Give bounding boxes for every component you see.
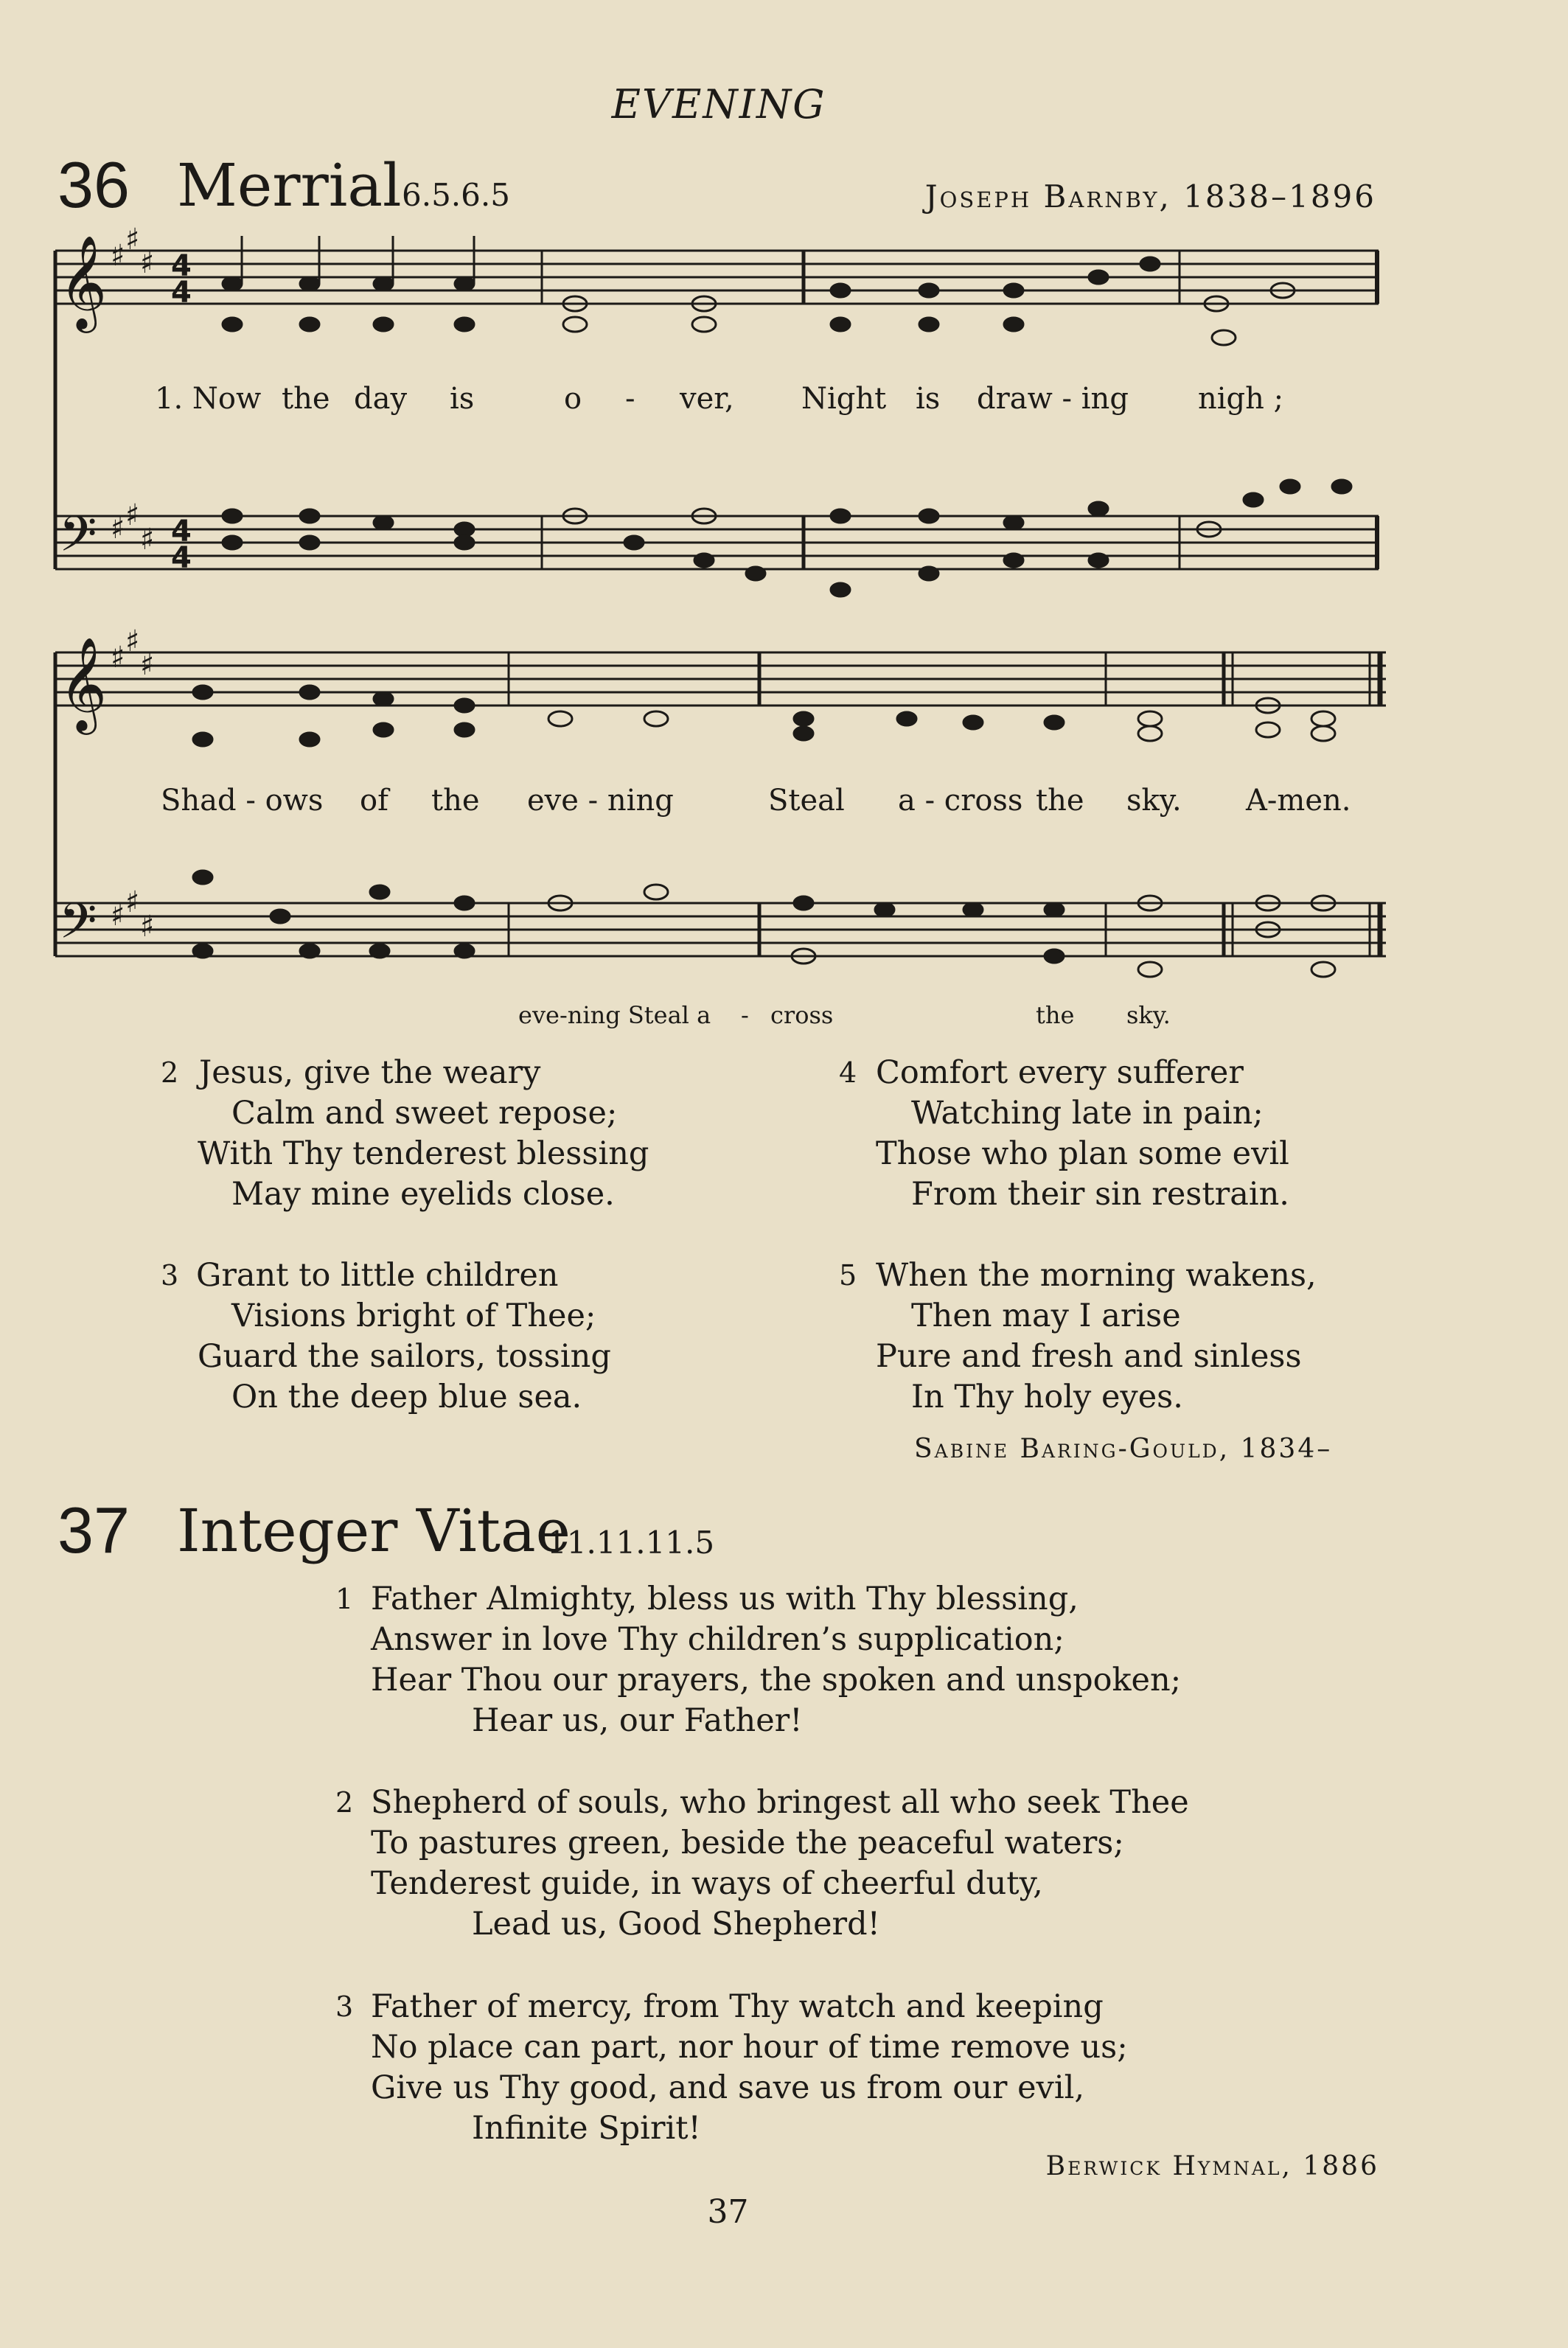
stanza-line: Father Almighty, bless us with Thy blessing, <box>371 1581 1079 1617</box>
lyric-syllable: of <box>360 784 388 818</box>
bass-lyric: cross <box>770 1001 834 1029</box>
hymn-37-stanza-3 <box>335 1987 1367 2149</box>
lyric-syllable: Steal <box>768 784 845 818</box>
hymn-37-stanza-1 <box>335 1579 1367 1741</box>
svg-text:♯: ♯ <box>125 498 140 532</box>
lyric-syllable: is <box>916 382 941 416</box>
lyric-syllable: - <box>625 382 635 416</box>
stanza-line: Lead us, Good Shepherd! <box>472 1906 880 1943</box>
svg-text:♯: ♯ <box>140 648 155 682</box>
lyric-syllable: the <box>282 382 330 416</box>
stanza-line: Watching late in pain; <box>911 1095 1264 1132</box>
stanza-line: Give us Thy good, and save us from our evil, <box>371 2069 1085 2106</box>
stanza-line: May mine eyelids close. <box>231 1176 615 1213</box>
stanza-line: To pastures green, beside the peaceful waters; <box>371 1825 1124 1861</box>
stanza-line: In Thy holy eyes. <box>911 1379 1183 1415</box>
lyric-syllable: draw - ing <box>977 382 1129 416</box>
stanza-line: Guard the sailors, tossing <box>198 1338 611 1375</box>
system-2-treble-staff <box>55 652 1386 706</box>
lyric-syllable: sky. <box>1126 784 1182 818</box>
stanza-line: Visions bright of Thee; <box>231 1297 596 1334</box>
hymn-37-stanza-2 <box>335 1783 1367 1945</box>
svg-text:4: 4 <box>171 249 192 283</box>
stanza-number: 3 <box>161 1259 179 1292</box>
stanza-number: 2 <box>161 1056 179 1089</box>
stanza-number: 4 <box>839 1056 857 1089</box>
stanza-line: Those who plan some evil <box>876 1135 1289 1172</box>
lyric-syllable: A-men. <box>1246 784 1351 818</box>
lyric-syllable: a - cross <box>898 784 1023 818</box>
hymn-36-meter: 6.5.6.5 <box>402 177 510 213</box>
stanza-line: When the morning wakens, <box>876 1257 1317 1294</box>
svg-text:♯: ♯ <box>125 885 140 919</box>
lyric-syllable: the <box>431 784 480 818</box>
bass-clef-icon: 𝄢 <box>59 893 97 961</box>
treble-clef-icon: 𝄞 <box>59 636 108 731</box>
stanza-line: On the deep blue sea. <box>231 1379 582 1415</box>
svg-text:4: 4 <box>171 541 192 575</box>
system-2-bass-staff <box>55 903 1386 956</box>
svg-text:♯: ♯ <box>125 624 140 658</box>
hymn-36-composer: Joseph Barnby, 1838–1896 <box>924 178 1376 215</box>
hymn-37-number: 37 <box>58 1494 130 1567</box>
stanza-line: Grant to little children <box>196 1257 559 1294</box>
stanza-line: Comfort every sufferer <box>876 1054 1244 1091</box>
svg-text:♯: ♯ <box>140 910 155 944</box>
stanza-line: Hear Thou our prayers, the spoken and unspoken; <box>371 1662 1182 1699</box>
stanza-number: 5 <box>839 1259 857 1292</box>
stanza-line: Answer in love Thy children’s supplication; <box>371 1621 1065 1658</box>
hymn-36-stanza-4 <box>839 1053 1414 1215</box>
stanza-line: Father of mercy, from Thy watch and keeping <box>371 1988 1104 2025</box>
stanza-number: 1 <box>335 1583 354 1615</box>
hymn-36-author: Sabine Baring-Gould, 1834– <box>914 1434 1333 1464</box>
lyric-syllable: the <box>1036 784 1084 818</box>
stanza-line: Calm and sweet repose; <box>231 1095 618 1132</box>
page-number: 37 <box>707 2193 749 2231</box>
lyric-syllable: ver, <box>680 382 734 416</box>
hymn-36-music-score <box>0 0 1568 1047</box>
stanza-line: With Thy tenderest blessing <box>198 1135 649 1172</box>
lyric-syllable: day <box>354 382 408 416</box>
bass-lyric: sky. <box>1126 1001 1171 1029</box>
hymn-37-tune-name: Integer Vitae <box>177 1497 571 1565</box>
stanza-line: Jesus, give the weary <box>199 1054 541 1091</box>
hymn-36-stanza-5 <box>839 1255 1414 1418</box>
svg-text:♯: ♯ <box>111 239 125 273</box>
lyric-syllable: eve - ning <box>527 784 674 818</box>
svg-text:4: 4 <box>171 515 192 548</box>
lyric-syllable: o <box>564 382 582 416</box>
svg-text:♯: ♯ <box>140 246 155 280</box>
bass-lyric: - <box>741 1001 749 1029</box>
svg-text:♯: ♯ <box>111 899 125 933</box>
lyric-syllable: nigh ; <box>1198 382 1284 416</box>
stanza-line: From their sin restrain. <box>911 1176 1289 1213</box>
treble-clef-icon: 𝄞 <box>59 234 108 329</box>
stanza-line: Hear us, our Father! <box>472 1702 803 1739</box>
lyric-syllable: Shad - ows <box>161 784 324 818</box>
hymn-37-source: Berwick Hymnal, 1886 <box>1045 2151 1379 2181</box>
svg-text:4: 4 <box>171 276 192 310</box>
hymn-36-stanza-3 <box>161 1255 750 1418</box>
stanza-number: 2 <box>335 1786 354 1819</box>
stanza-line: No place can part, nor hour of time remove us; <box>371 2029 1128 2066</box>
hymn-36-tune-name: Merrial <box>177 151 402 220</box>
stanza-line: Tenderest guide, in ways of cheerful duty, <box>371 1865 1043 1902</box>
stanza-number: 3 <box>335 1990 354 2023</box>
lyric-syllable: 1. Now <box>155 382 262 416</box>
svg-text:♯: ♯ <box>125 223 140 257</box>
lyric-syllable: Night <box>801 382 887 416</box>
bass-lyric: eve-ning Steal a <box>518 1001 711 1029</box>
stanza-line: Then may I arise <box>911 1297 1181 1334</box>
stanza-line: Infinite Spirit! <box>472 2110 701 2147</box>
svg-text:♯: ♯ <box>111 641 125 675</box>
svg-text:♯: ♯ <box>140 523 155 557</box>
svg-text:♯: ♯ <box>111 512 125 546</box>
lyric-syllable: is <box>450 382 475 416</box>
hymn-36-number: 36 <box>58 148 130 221</box>
hymn-37-meter: 11.11.11.5 <box>547 1525 715 1561</box>
bass-lyric: the <box>1036 1001 1075 1029</box>
stanza-line: Shepherd of souls, who bringest all who seek Thee <box>371 1784 1189 1821</box>
section-heading: EVENING <box>611 81 826 128</box>
hymn-36-stanza-2 <box>161 1053 750 1215</box>
bass-clef-icon: 𝄢 <box>59 506 97 574</box>
stanza-line: Pure and fresh and sinless <box>876 1338 1302 1375</box>
